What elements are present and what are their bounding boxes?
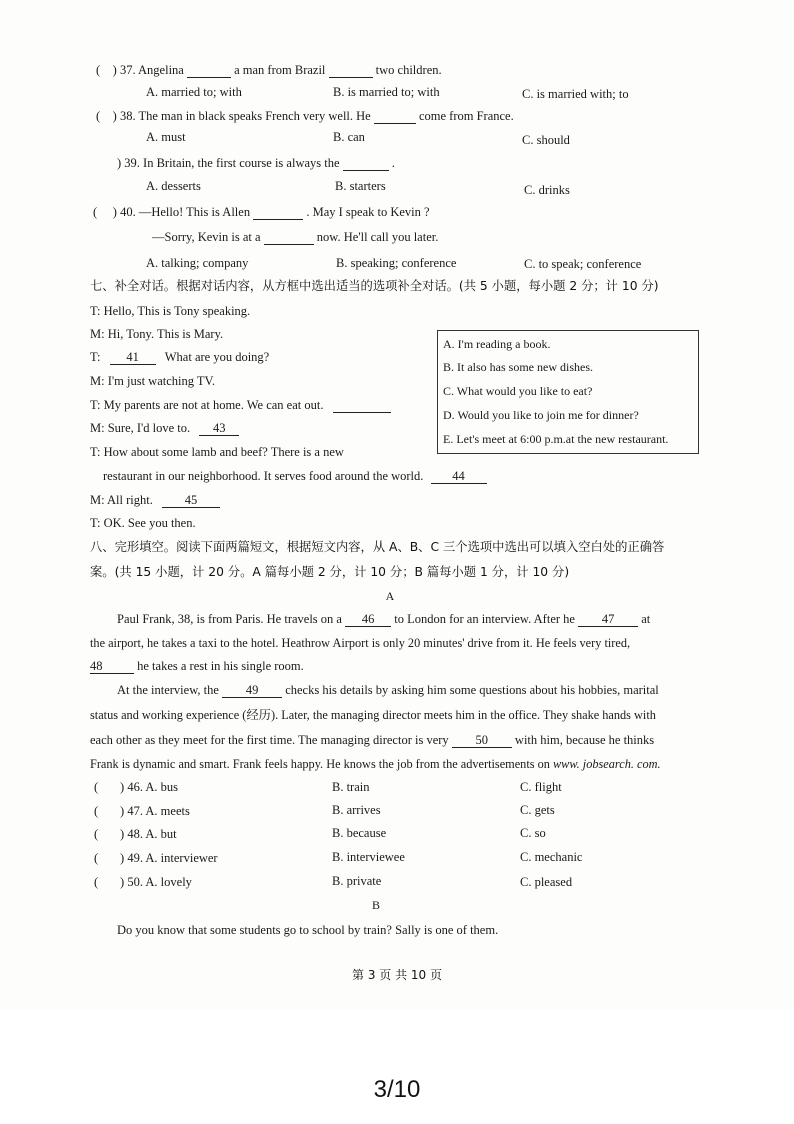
answer-blank — [187, 64, 231, 78]
passage-b-label: B — [371, 898, 380, 912]
box-option-d: D. Would you like to join me for dinner? — [443, 408, 639, 422]
passage-line: the airport, he takes a taxi to the hotel. Heathrow Airport is only 20 minutes' drive from it. He feels very tired, — [90, 636, 631, 650]
option-c: C. drinks — [524, 183, 570, 197]
option-b: B. can — [333, 130, 365, 144]
section-8-heading: 八、完形填空。阅读下面两篇短文，根据短文内容，从 A、B、C 三个选项中选出可以填入空白处的正确答 — [90, 540, 665, 554]
passage-line: Frank is dynamic and smart. Frank feels happy. He knows the job from the advertisements on www. jobsearch. com. — [90, 757, 661, 771]
cloze-row-47: ( ) 47. A. meets — [94, 804, 190, 818]
cloze-row-50: ( ) 50. A. lovely — [94, 875, 192, 889]
question-40: ( ) 40. —Hello! This is Allen . May I speak to Kevin ? — [93, 205, 430, 219]
box-option-c: C. What would you like to eat? — [443, 384, 593, 398]
option-c: C. should — [522, 133, 570, 147]
dialogue-line: T: How about some lamb and beef? There is a new — [90, 445, 344, 459]
dialogue-line: T: OK. See you then. — [90, 516, 196, 530]
option-b: B. is married to; with — [333, 85, 440, 99]
option-c: C. gets — [520, 803, 555, 817]
option-b: B. speaking; conference — [336, 256, 457, 270]
box-option-e: E. Let's meet at 6:00 p.m.at the new restaurant. — [443, 432, 669, 446]
option-b: B. starters — [335, 179, 386, 193]
website-url: www. jobsearch. com. — [552, 757, 661, 771]
box-option-a: A. I'm reading a book. — [443, 337, 551, 351]
option-b: B. because — [332, 826, 387, 840]
page-footer: 第 3 页 共 10 页 — [352, 968, 442, 982]
dialogue-line: T: My parents are not at home. We can eat out. — [90, 399, 391, 413]
answer-blank-45: 45 — [162, 494, 220, 508]
passage-line: status and working experience (经历). Later, the managing director meets him in the office. They shake hands with — [90, 708, 656, 722]
answer-blank — [253, 206, 303, 220]
answer-blank — [264, 231, 314, 245]
dialogue-line: restaurant in our neighborhood. It serves food around the world. 44 — [103, 470, 487, 484]
option-a: A. talking; company — [146, 256, 249, 270]
passage-line: 48 he takes a rest in his single room. — [90, 659, 304, 673]
dialogue-line: M: All right. 45 — [90, 494, 220, 508]
dialogue-line: M: I'm just watching TV. — [90, 374, 216, 388]
section-7-heading: 七、补全对话。根据对话内容，从方框中选出适当的选项补全对话。(共 5 小题，每小题 2 分；计 10 分) — [90, 279, 659, 293]
answer-blank-48: 48 — [90, 660, 134, 674]
options-box — [437, 330, 699, 454]
passage-line: At the interview, the 49 checks his details by asking him some questions about his hobbies, marital — [117, 683, 659, 697]
dialogue-line: T: 41 What are you doing? — [90, 350, 270, 364]
question-38: ( ) 38. The man in black speaks French very well. He come from France. — [96, 109, 514, 123]
answer-blank-50: 50 — [452, 734, 512, 748]
box-option-b: B. It also has some new dishes. — [443, 360, 593, 374]
answer-blank-47: 47 — [578, 613, 638, 627]
dialogue-line: M: Sure, I'd love to. 43 — [90, 422, 239, 436]
dialogue-line: M: Hi, Tony. This is Mary. — [90, 327, 224, 341]
option-c: C. flight — [520, 780, 562, 794]
passage-line: Paul Frank, 38, is from Paris. He travels on a 46 to London for an interview. After he 47 at — [117, 612, 651, 626]
page-indicator: 3/10 — [373, 1076, 421, 1103]
option-c: C. mechanic — [520, 850, 583, 864]
option-c: C. is married with; to — [522, 87, 629, 101]
cloze-row-49: ( ) 49. A. interviewer — [94, 851, 218, 865]
answer-blank-42 — [333, 399, 391, 413]
option-b: B. interviewee — [332, 850, 405, 864]
option-b: B. arrives — [332, 803, 381, 817]
option-c: C. so — [520, 826, 546, 840]
answer-blank — [374, 110, 416, 124]
option-c: C. pleased — [520, 875, 573, 889]
answer-blank — [329, 64, 373, 78]
option-a: A. must — [146, 130, 186, 144]
passage-a-label: A — [385, 589, 395, 603]
cloze-row-48: ( ) 48. A. but — [94, 827, 177, 841]
question-39: ) 39. In Britain, the first course is always the . — [117, 156, 395, 170]
section-8-heading-cont: 案。(共 15 小题，计 20 分。A 篇每小题 2 分，计 10 分；B 篇每小题 1 分，计 10 分) — [90, 565, 570, 579]
answer-blank-46: 46 — [345, 613, 391, 627]
answer-blank-49: 49 — [222, 684, 282, 698]
answer-blank — [343, 157, 389, 171]
question-37: ( ) 37. Angelina a man from Brazil two children. — [96, 63, 442, 77]
answer-blank-44: 44 — [431, 470, 487, 484]
cloze-row-46: ( ) 46. A. bus — [94, 780, 179, 794]
option-a: A. married to; with — [146, 85, 242, 99]
option-b: B. train — [332, 780, 370, 794]
dialogue-line: T: Hello, This is Tony speaking. — [90, 304, 251, 318]
option-b: B. private — [332, 874, 382, 888]
passage-line: each other as they meet for the first time. The managing director is very 50 with him, because he thinks — [90, 733, 655, 747]
passage-line: Do you know that some students go to school by train? Sally is one of them. — [117, 923, 499, 937]
option-c: C. to speak; conference — [524, 257, 642, 271]
question-40-response: —Sorry, Kevin is at a now. He'll call you later. — [152, 230, 439, 244]
option-a: A. desserts — [146, 179, 201, 193]
answer-blank-41: 41 — [110, 351, 156, 365]
answer-blank-43: 43 — [199, 422, 239, 436]
